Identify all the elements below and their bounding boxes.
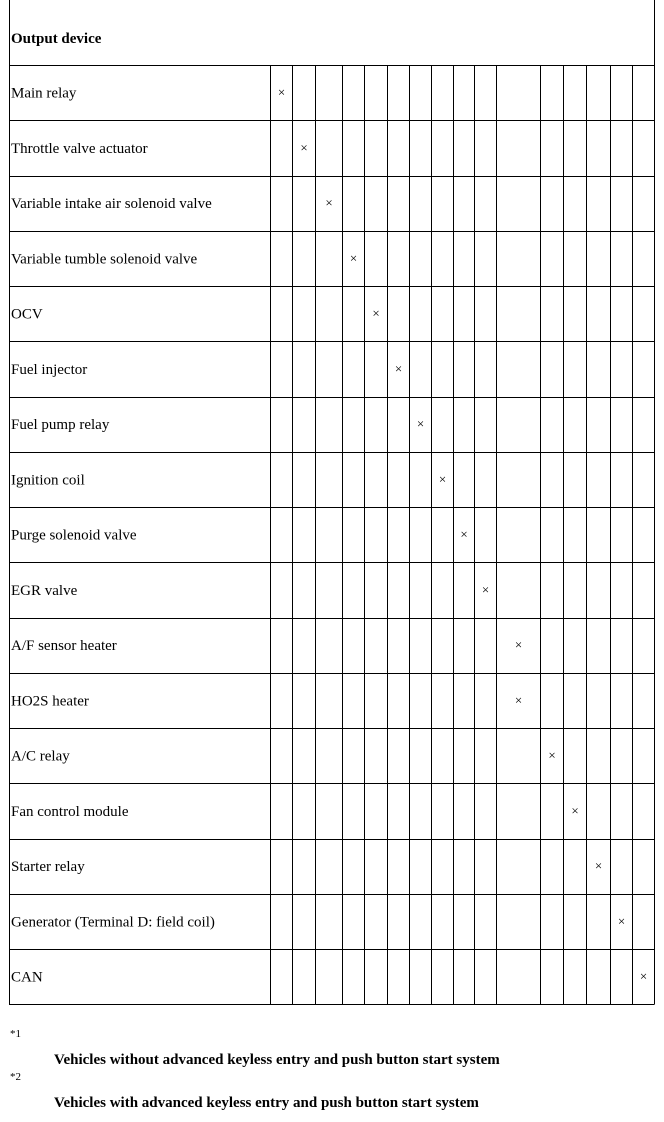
header-label: Output device	[11, 31, 102, 47]
mark-x: ×	[481, 581, 490, 597]
row-label: Ignition coil	[11, 472, 85, 489]
row-label: Variable intake air solenoid valve	[11, 196, 212, 213]
row-label: Starter relay	[11, 859, 85, 876]
row-label: Generator (Terminal D: field coil)	[11, 914, 215, 931]
row-label: Throttle valve actuator	[11, 140, 148, 157]
footnote-marker-1: *1	[10, 1028, 21, 1040]
footnote-marker-2: *2	[10, 1071, 21, 1083]
mark-x: ×	[571, 802, 579, 818]
mark-x: ×	[372, 305, 380, 321]
row-label: A/C relay	[11, 748, 70, 765]
mark-x: ×	[325, 195, 333, 211]
row-label: A/F sensor heater	[11, 638, 117, 655]
mark-x: ×	[394, 360, 403, 376]
mark-x: ×	[548, 747, 556, 763]
row-label: HO2S heater	[11, 693, 89, 710]
mark-x: ×	[438, 471, 447, 487]
mark-x: ×	[514, 637, 523, 653]
row-label: EGR valve	[11, 582, 78, 599]
row-label: Fuel injector	[11, 361, 88, 378]
mark-x: ×	[300, 139, 308, 155]
row-label: OCV	[11, 306, 43, 323]
mark-x: ×	[594, 858, 603, 874]
row-label: Fuel pump relay	[11, 417, 110, 434]
mark-x: ×	[277, 84, 286, 100]
footnote-text-1: Vehicles without advanced keyless entry and push button start system	[54, 1052, 500, 1068]
footnote-text-2: Vehicles with advanced keyless entry and push button start system	[54, 1095, 479, 1111]
mark-x: ×	[349, 250, 358, 266]
row-label: Fan control module	[11, 803, 129, 820]
mark-x: ×	[514, 692, 523, 708]
mark-x: ×	[617, 913, 626, 929]
mark-x: ×	[460, 526, 468, 542]
row-label: Purge solenoid valve	[11, 527, 137, 544]
mark-x: ×	[639, 968, 648, 984]
row-label: Main relay	[11, 85, 77, 102]
row-label: Variable tumble solenoid valve	[11, 251, 198, 268]
mark-x: ×	[416, 416, 425, 432]
row-label: CAN	[11, 969, 43, 986]
